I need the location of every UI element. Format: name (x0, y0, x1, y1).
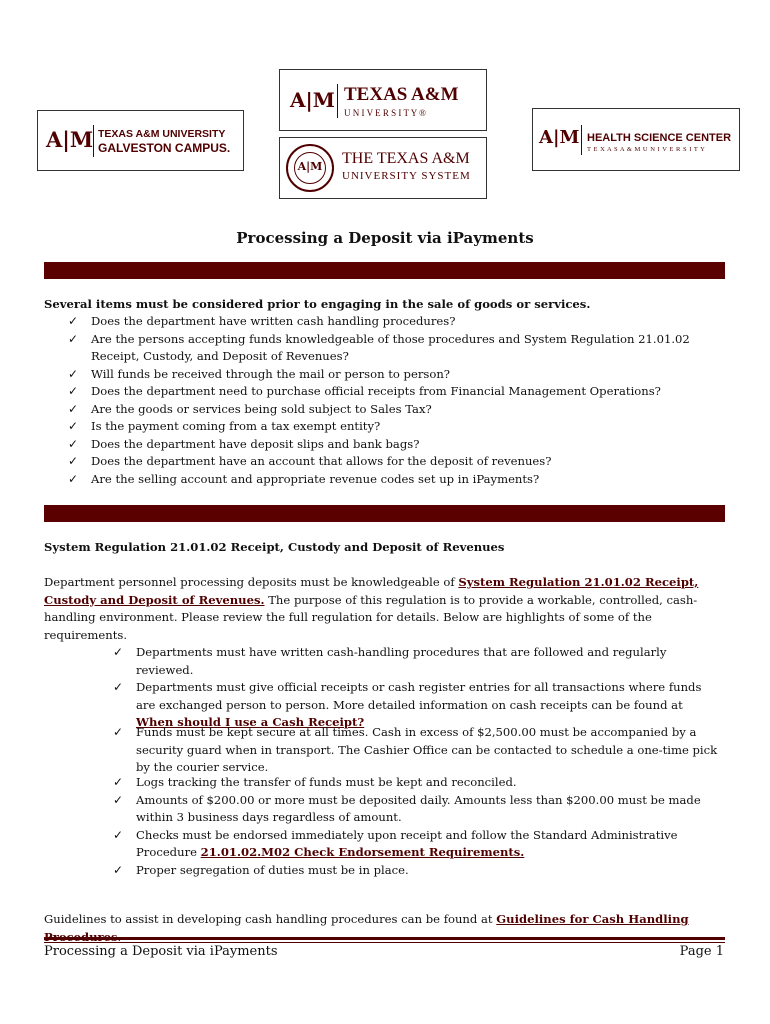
list-item: ✓ Departments must have written cash-handling procedures that are followed and regularly reviewed. (113, 645, 667, 677)
hsc-line1: HEALTH SCIENCE CENTER (587, 132, 732, 144)
list-item: ✓ Are the goods or services being sold subject to Sales Tax? (68, 401, 708, 419)
tamu-line2: U N I V E R S I T Y ® (344, 108, 427, 118)
list-item: ✓ Proper segregation of duties must be in place. (113, 862, 721, 880)
checkmark-icon: ✓ (113, 827, 124, 842)
checkmark-icon: ✓ (68, 314, 79, 328)
section2-checklist-b (113, 724, 721, 777)
list-item: ✓ Does the department need to purchase official receipts from Financial Management Operations? (68, 383, 708, 401)
footer-title: Processing a Deposit via iPayments (44, 944, 278, 959)
list-item: ✓ Are the selling account and appropriate revenue codes set up in iPayments? (68, 471, 708, 489)
page-number: Page 1 (679, 944, 724, 959)
system-line1: THE TEXAS A&M (342, 150, 470, 167)
hsc-logo (532, 108, 740, 171)
tamu-line1: TEXAS A&M (344, 84, 459, 105)
list-item: ✓ Are the persons accepting funds knowledgeable of those procedures and System Regulation 21.01.02 Receipt, Custody, and Deposit of Revenues? (68, 331, 690, 363)
galveston-line1: TEXAS A&M UNIVERSITY (98, 128, 226, 140)
checkmark-icon: ✓ (68, 401, 79, 416)
galveston-line2: GALVESTON CAMPUS. (98, 141, 231, 155)
guidelines-paragraph: Guidelines to assist in developing cash handling procedures can be found at Guidelines for Cash Handling (44, 911, 734, 946)
checkmark-icon: ✓ (113, 680, 124, 694)
atm-mark: A|M (46, 127, 94, 152)
checkmark-icon: ✓ (113, 645, 124, 659)
checkmark-icon: ✓ (68, 436, 79, 451)
seal-icon: A|M (286, 144, 334, 192)
section2-heading: System Regulation 21.01.02 Receipt, Custody and Deposit of Revenues (44, 540, 505, 554)
atm-mark: A|M (539, 127, 580, 148)
checkmark-icon: ✓ (113, 775, 124, 789)
list-item: ✓ Amounts of $200.00 or more must be deposited daily. Amounts less than $200.00 must be made within 3 business days regardless of amount. (113, 792, 701, 824)
galveston-logo (37, 110, 244, 171)
list-item: ✓ Will funds be received through the mail or person to person? (68, 366, 708, 384)
checkmark-icon: ✓ (68, 471, 79, 486)
section1-checklist (68, 313, 708, 488)
tamu-logo (279, 69, 487, 131)
list-item: ✓ Does the department have written cash handling procedures? (68, 313, 708, 331)
checkmark-icon: ✓ (68, 366, 79, 381)
guidelines-link[interactable]: Guidelines for Cash Handling (496, 912, 689, 926)
list-item: ✓ Departments must give official receipts or cash register entries for all transactions where funds are exchanged person to person. More detailed information on cash receipts can be found at When should I use a Cash Receipt? (113, 680, 702, 729)
section-divider-bar (44, 505, 725, 522)
checkmark-icon: ✓ (68, 384, 79, 398)
list-item: ✓ Does the department have deposit slips and bank bags? (68, 436, 708, 454)
checkmark-icon: ✓ (68, 419, 79, 433)
checkmark-icon: ✓ (68, 454, 79, 468)
list-item: ✓ Is the payment coming from a tax exempt entity? (68, 418, 708, 436)
checkmark-icon: ✓ (113, 725, 124, 739)
system-regulation-link[interactable]: System Regulation 21.01.02 Receipt, Custody and Deposit of Revenues. (44, 575, 699, 607)
hsc-line2: T E X A S A & M U N I V E R S I T Y (587, 146, 706, 153)
atm-mark: A|M (290, 88, 335, 112)
section2-intro: Department personnel processing deposits must be knowledgeable of System Regulation 21.01.02 Receipt, Custody and Deposit of Revenues. The purpose of this regulation is to provide a workable, controlled, cash-handling environment. Please review the full regulation for details. Below are highlights of some of the requirements. (44, 575, 699, 642)
checkmark-icon: ✓ (113, 862, 124, 877)
list-item: ✓ Funds must be kept secure at all times. Cash in excess of $2,500.00 must be accompanied by a security guard when in transport. The Cashier Office can be contacted to schedule a one-time pick by the courier service. (113, 725, 718, 774)
list-item: ✓ Logs tracking the transfer of funds must be kept and reconciled. (113, 774, 721, 792)
list-item: ✓ Does the department have an account that allows for the deposit of revenues? (68, 453, 708, 471)
cash-receipt-link[interactable]: When should I use a Cash Receipt? (136, 715, 365, 729)
checkmark-icon: ✓ (68, 331, 79, 346)
system-logo (279, 137, 487, 199)
system-line2: UNIVERSITY SYSTEM (342, 170, 471, 182)
section2-checklist-c (113, 774, 721, 879)
list-item: ✓ Checks must be endorsed immediately upon receipt and follow the Standard Administrative Procedure 21.01.02.M02 Check Endorsement Requirements. (113, 827, 678, 859)
section2-checklist-a (113, 644, 721, 732)
footer-rule-thin (44, 942, 725, 943)
footer-rule (44, 937, 725, 940)
section-divider-bar (44, 262, 725, 279)
checkmark-icon: ✓ (113, 792, 124, 807)
page-title: Processing a Deposit via iPayments (236, 229, 534, 247)
check-endorsement-link[interactable]: 21.01.02.M02 Check Endorsement Requirements. (200, 845, 525, 859)
section1-heading: Several items must be considered prior to engaging in the sale of goods or services. (44, 297, 591, 311)
